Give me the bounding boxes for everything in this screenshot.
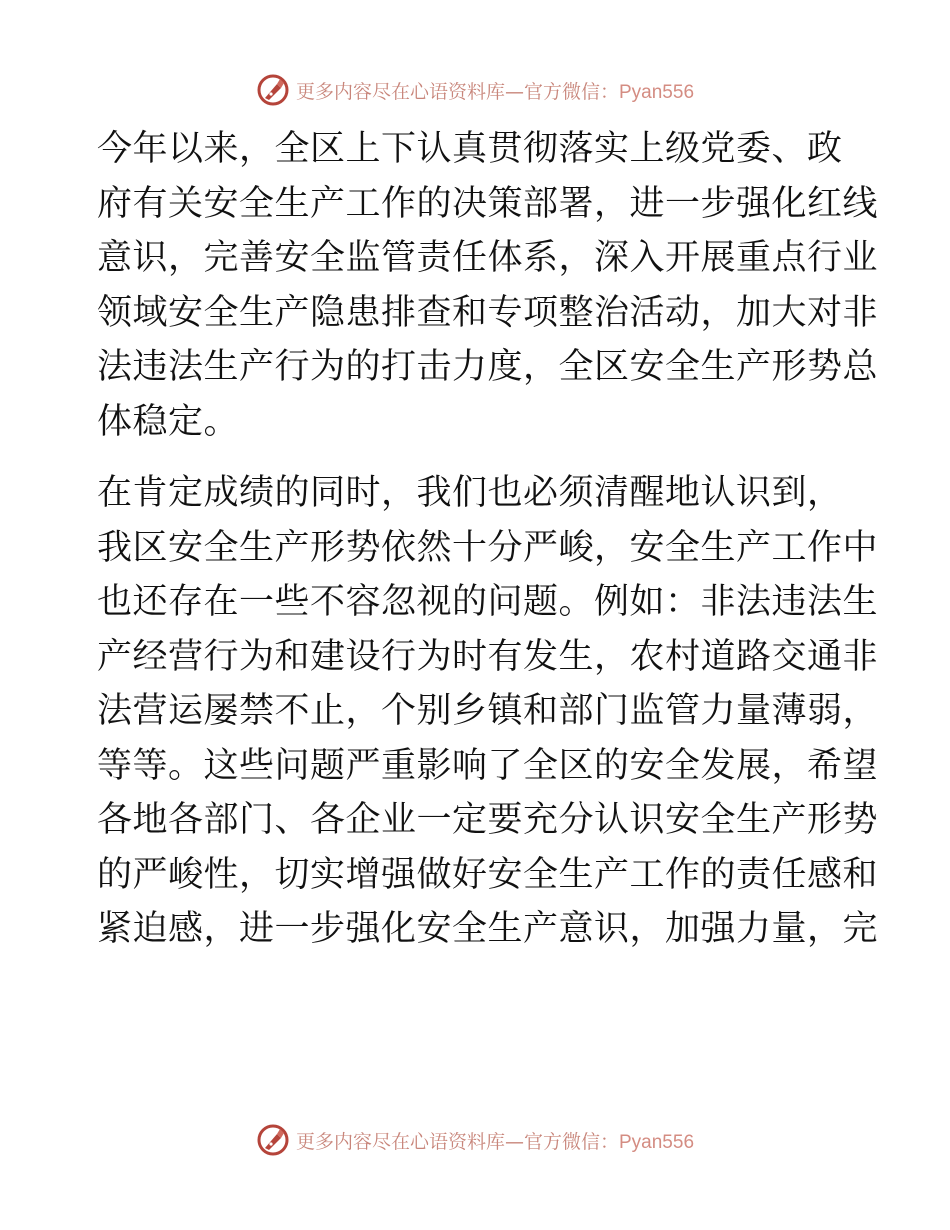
document-body	[97, 122, 879, 957]
text-line: 的严峻性，切实增强做好安全生产工作的责任感和	[97, 854, 879, 895]
text-line: 意识，完善安全监管责任体系，深入开展重点行业	[97, 238, 879, 278]
text-line: 府有关安全生产工作的决策部署，进一步强化红线	[97, 183, 879, 224]
footer-watermark	[0, 1120, 950, 1160]
text-line: 今年以来，全区上下认真贯彻落实上级党委、政	[97, 129, 843, 169]
text-line: 体稳定。	[97, 401, 240, 442]
paragraph	[97, 466, 879, 957]
header-watermark	[0, 70, 950, 110]
text-line: 产经营行为和建设行为时有发生，农村道路交通非	[97, 636, 879, 677]
text-line: 等等。这些问题严重影响了全区的安全发展，希望	[97, 745, 879, 786]
text-line: 法违法生产行为的打击力度，全区安全生产形势总	[97, 347, 879, 387]
text-line: 我区安全生产形势依然十分严峻，安全生产工作中	[97, 527, 879, 568]
pen-nib-logo-icon	[256, 73, 290, 107]
text-line: 紧迫感，进一步强化安全生产意识，加强力量，完	[97, 909, 879, 949]
pen-nib-logo-icon	[256, 1123, 290, 1157]
text-line: 也还存在一些不容忽视的问题。例如：非法违法生	[97, 582, 879, 622]
text-line: 在肯定成绩的同时，我们也必须清醒地认识到，	[97, 473, 843, 513]
text-line: 各地各部门、各企业一定要充分认识安全生产形势	[97, 800, 879, 840]
text-line: 法营运屡禁不止，个别乡镇和部门监管力量薄弱，	[97, 691, 879, 731]
watermark-text: 更多内容尽在心语资料库—官方微信：Pyan556	[295, 80, 695, 103]
paragraph	[97, 122, 879, 449]
text-line: 领域安全生产隐患排查和专项整治活动，加大对非	[97, 292, 879, 333]
watermark-text: 更多内容尽在心语资料库—官方微信：Pyan556	[295, 1130, 695, 1153]
